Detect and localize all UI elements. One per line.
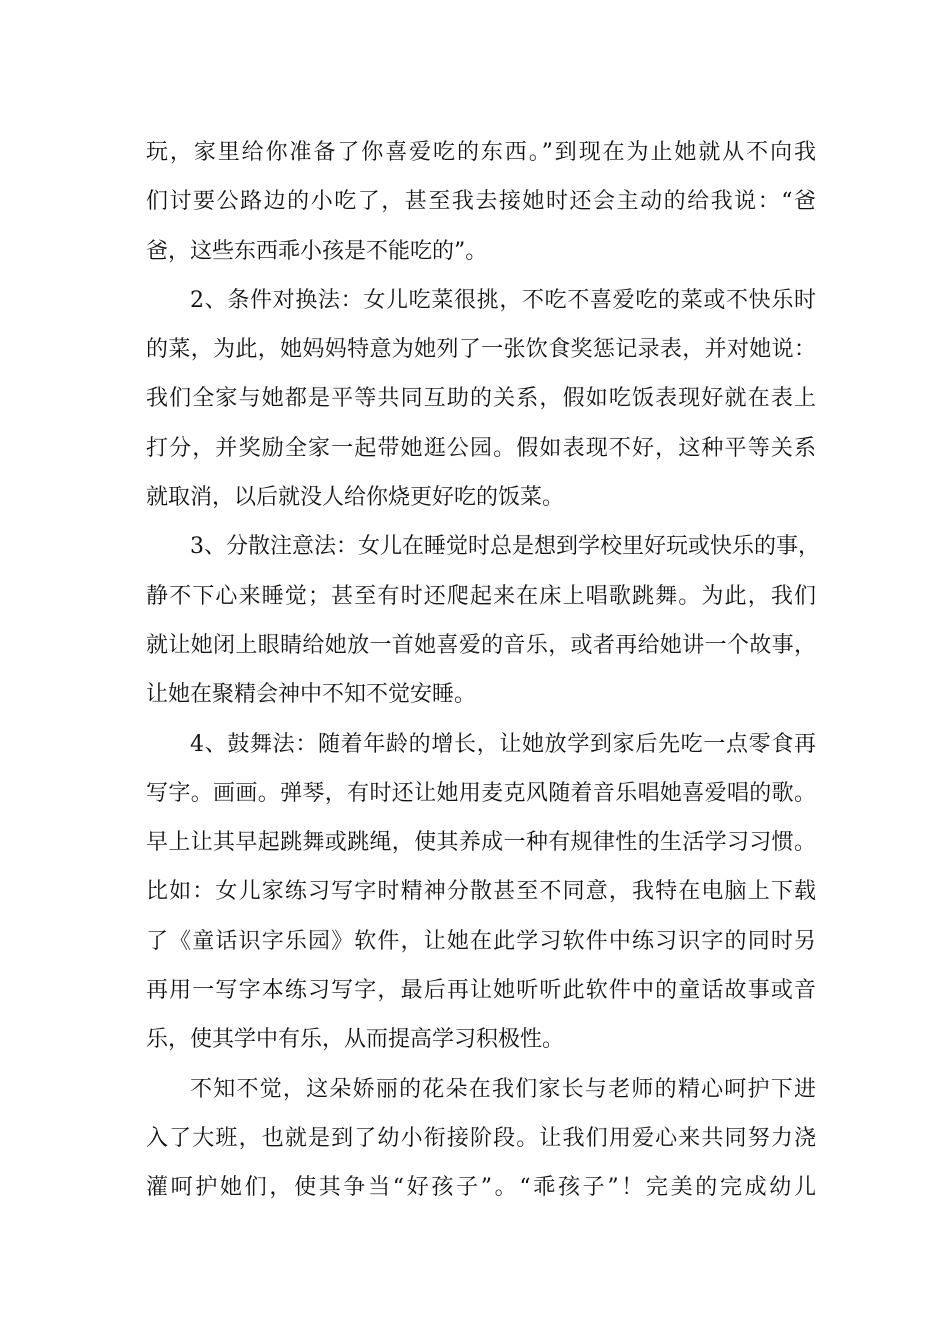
text-line: 了《童话识字乐园》软件，让她在此学习软件中练习识字的同时另: [146, 928, 816, 954]
body-text: [146, 128, 820, 1213]
text-line: 写字。画画。弹琴，有时还让她用麦克风随着音乐唱她喜爱唱的歌。: [146, 780, 816, 806]
text-line: 灌呵护她们，使其争当“好孩子”。“乖孩子”！完美的完成幼儿: [146, 1175, 816, 1201]
text-line: 就取消，以后就没人给你烧更好吃的饭菜。: [146, 485, 565, 511]
text-line: 玩，家里给你准备了你喜爱吃的东西。”到现在为止她就从不向我: [146, 140, 816, 165]
text-line: 再用一写字本练习写字，最后再让她听听此软件中的童话故事或音: [146, 978, 816, 1004]
text-line: 2、条件对换法：女儿吃菜很挑，不吃不喜爱吃的菜或不快乐时: [190, 287, 816, 313]
text-line: 比如：女儿家练习写字时精神分散甚至不同意，我特在电脑上下载: [146, 879, 816, 905]
text-line: 就让她闭上眼睛给她放一首她喜爱的音乐，或者再给她讲一个故事，: [146, 632, 816, 658]
text-line: 3、分散注意法：女儿在睡觉时总是想到学校里好玩或快乐的事，: [190, 534, 820, 560]
text-line: 们讨要公路边的小吃了，甚至我去接她时还会主动的给我说：“爸: [146, 189, 816, 215]
text-line: 的菜，为此，她妈妈特意为她列了一张饮食奖惩记录表，并对她说：: [146, 337, 816, 363]
text-line: 4、鼓舞法：随着年龄的增长，让她放学到家后先吃一点零食再: [190, 731, 816, 757]
text-line: 让她在聚精会神中不知不觉安睡。: [146, 682, 477, 708]
text-line: 打分，并奖励全家一起带她逛公园。假如表现不好，这种平等关系: [146, 435, 816, 461]
text-line: 我们全家与她都是平等共同互助的关系，假如吃饭表现好就在表上: [146, 386, 816, 412]
text-line: 静不下心来睡觉；甚至有时还爬起来在床上唱歌跳舞。为此，我们: [146, 583, 816, 609]
text-line: 不知不觉，这朵娇丽的花朵在我们家长与老师的精心呵护下进: [190, 1076, 816, 1102]
text-line: 爸，这些东西乖小孩是不能吃的”。: [146, 238, 488, 264]
text-line: 入了大班，也就是到了幼小衔接阶段。让我们用爱心来共同努力浇: [146, 1125, 816, 1151]
text-line: 早上让其早起跳舞或跳绳，使其养成一种有规律性的生活学习习惯。: [146, 830, 816, 856]
text-line: 乐，使其学中有乐，从而提高学习积极性。: [146, 1027, 565, 1053]
